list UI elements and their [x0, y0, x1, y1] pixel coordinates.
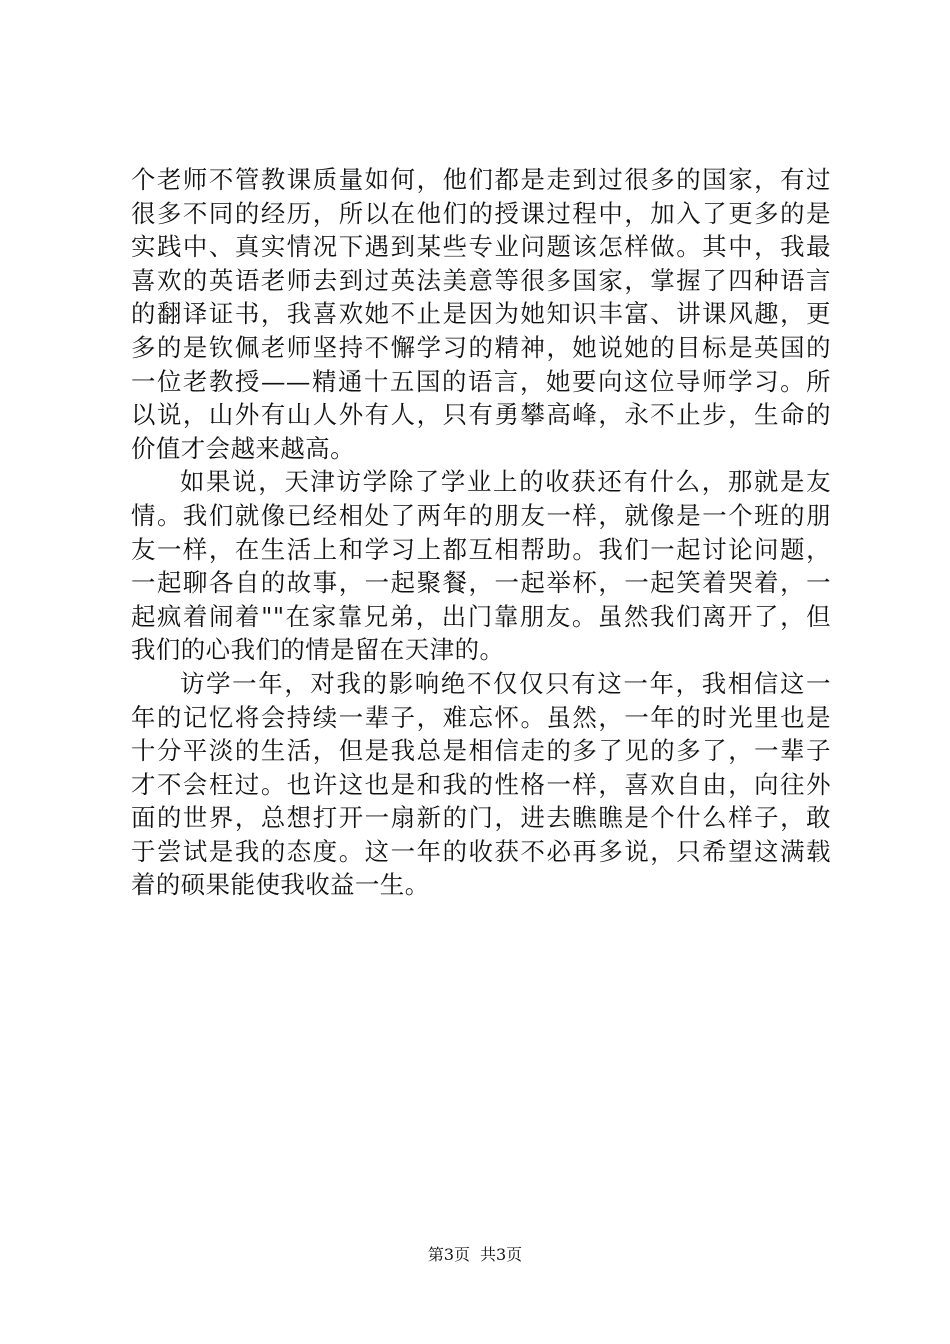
paragraph-line: 面的世界，总想打开一扇新的门，进去瞧瞧是个什么样子，敢 — [131, 803, 831, 833]
paragraph-line: 多的是钦佩老师坚持不懈学习的精神，她说她的目标是英国的 — [131, 332, 831, 362]
page-number-current: 第3页 — [427, 1245, 470, 1264]
paragraph-line: 以说，山外有山人外有人，只有勇攀高峰，永不止步，生命的 — [131, 400, 831, 430]
paragraph-line: 访学一年，对我的影响绝不仅仅只有这一年，我相信这一 — [180, 668, 831, 698]
paragraph-line: 情。我们就像已经相处了两年的朋友一样，就像是一个班的朋 — [131, 500, 831, 530]
paragraph-line: 很多不同的经历，所以在他们的授课过程中，加入了更多的是 — [131, 198, 831, 228]
paragraph-line: 十分平淡的生活，但是我总是相信走的多了见的多了，一辈子 — [131, 736, 831, 766]
paragraph-2 — [131, 465, 831, 667]
paragraph-3 — [131, 667, 831, 902]
paragraph-line: 一位老教授——精通十五国的语言，她要向这位导师学习。所 — [131, 366, 831, 396]
paragraph-1 — [131, 163, 831, 465]
paragraph-line: 我们的心我们的情是留在天津的。 — [131, 635, 505, 665]
paragraph-line: 友一样，在生活上和学习上都互相帮助。我们一起讨论问题， — [131, 534, 831, 564]
paragraph-line: 年的记忆将会持续一辈子，难忘怀。虽然，一年的时光里也是 — [131, 702, 831, 732]
document-body — [131, 163, 831, 902]
paragraph-line: 于尝试是我的态度。这一年的收获不必再多说，只希望这满载 — [131, 836, 831, 866]
paragraph-line: 实践中、真实情况下遇到某些专业问题该怎样做。其中，我最 — [131, 232, 831, 262]
paragraph-line: 一起聊各自的故事，一起聚餐，一起举杯，一起笑着哭着，一 — [131, 568, 831, 598]
page-number-total: 共3页 — [480, 1245, 523, 1264]
paragraph-line: 着的硕果能使我收益一生。 — [131, 870, 430, 900]
paragraph-line: 价值才会越来越高。 — [131, 433, 356, 463]
paragraph-line: 才不会枉过。也许这也是和我的性格一样，喜欢自由，向往外 — [131, 769, 831, 799]
paragraph-line: 喜欢的英语老师去到过英法美意等很多国家，掌握了四种语言 — [131, 265, 831, 295]
paragraph-line: 个老师不管教课质量如何，他们都是走到过很多的国家，有过 — [131, 165, 831, 194]
paragraph-line: 的翻译证书，我喜欢她不止是因为她知识丰富、讲课风趣，更 — [131, 299, 831, 329]
page-footer — [0, 1245, 950, 1265]
paragraph-line: 起疯着闹着""在家靠兄弟，出门靠朋友。虽然我们离开了，但 — [131, 601, 831, 631]
paragraph-line: 如果说，天津访学除了学业上的收获还有什么，那就是友 — [180, 467, 831, 497]
